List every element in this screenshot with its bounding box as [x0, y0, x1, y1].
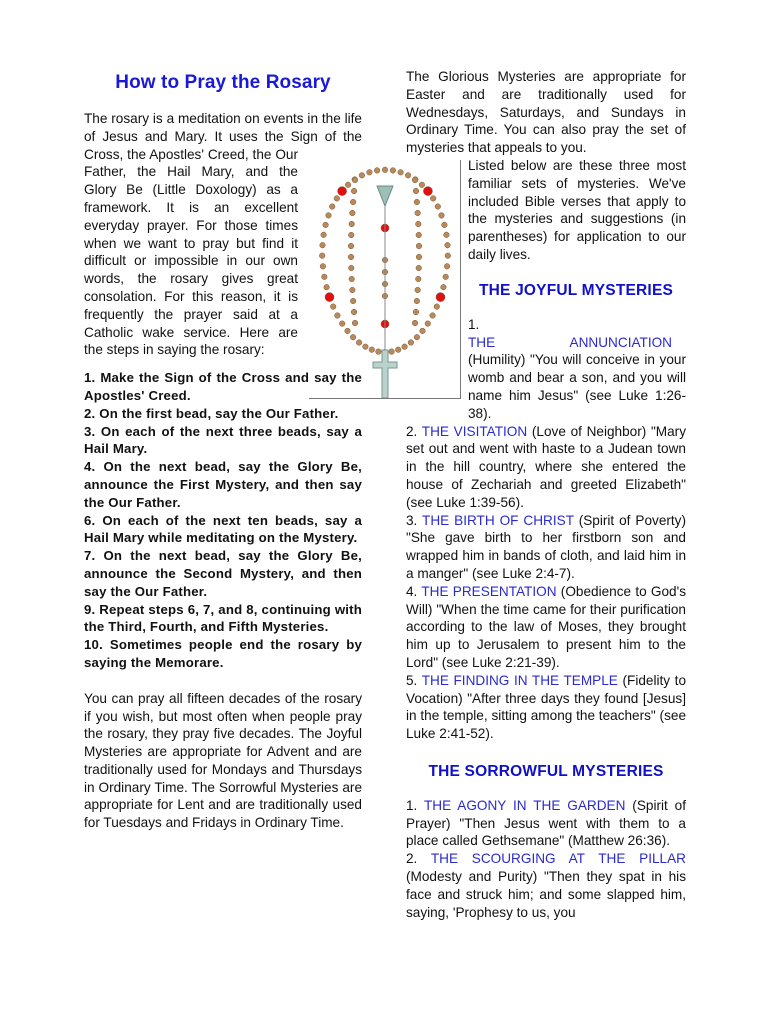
- mystery-name: THE FINDING IN THE TEMPLE: [421, 672, 618, 688]
- mystery-name: THE PRESENTATION: [421, 583, 557, 599]
- mystery-number: 2.: [406, 851, 418, 867]
- rosary-bead: [326, 213, 332, 219]
- step-item: 6. On each of the next ten beads, say a Hail Mary while meditating on the Mystery.: [84, 512, 362, 546]
- rosary-bead: [350, 298, 356, 304]
- rosary-bead: [320, 264, 326, 270]
- rosary-beads-left-loop: [319, 168, 381, 355]
- mystery-item: [406, 850, 686, 921]
- intro-paragraph: The rosary is a meditation on events in the life of Jesus and Mary. It uses the Sign of the Cross, the Apostles' Creed, the Our Father, the Hail Mary, and the Glory Be (Little Doxology) as a framework. It is an excellent everyday prayer. For those times when we want to pray but find it difficult or impossible in our own words, the rosary gives great consolation. For this reason, it is frequently the prayer said at a Catholic wake service. Here are the steps in saying the rosary:: [84, 111, 362, 358]
- rosary-bead: [348, 254, 354, 260]
- rosary-bead: [352, 320, 358, 326]
- mystery-item: [406, 423, 686, 512]
- rosary-bead: [348, 232, 354, 238]
- right-column: [406, 68, 686, 921]
- rosary-bead: [351, 309, 357, 315]
- rosary-bead: [369, 347, 375, 353]
- rosary-bead: [351, 188, 357, 194]
- mystery-name: THE ANNUNCIATION: [468, 334, 672, 350]
- rosary-bead: [374, 168, 380, 174]
- step-item: 1. Make the Sign of the Cross and say the Apostles' Creed.: [84, 370, 362, 403]
- rosary-bead: [367, 170, 373, 176]
- rosary-bead: [350, 210, 356, 216]
- steps-list: [84, 369, 362, 672]
- mystery-name: THE SCOURGING AT THE PILLAR: [430, 851, 686, 867]
- mystery-number: 1.: [468, 316, 480, 332]
- page-title: How to Pray the Rosary: [115, 72, 331, 93]
- rosary-bead: [329, 204, 335, 210]
- rosary-bead: [350, 199, 356, 205]
- step-item: 10. Sometimes people end the rosary by saying the Memorare.: [84, 637, 362, 670]
- mystery-name: THE AGONY IN THE GARDEN: [423, 797, 626, 813]
- mystery-text: (Love of Neighbor) "Mary set out and went with haste to a Judean town in the hill country, where she entered the house of Zechariah and greeted Elizabeth" (see Luke 1:39-56).: [406, 423, 686, 510]
- mystery-item: [406, 583, 686, 672]
- mystery-text: (Humility) "You will conceive in your womb and bear a son, and you will name him Jesus" (see Luke 1:26-38).: [468, 352, 686, 421]
- rosary-bead: [390, 168, 396, 174]
- rosary-bead: [330, 304, 336, 310]
- rosary-bead: [324, 284, 330, 290]
- mystery-text: (Spirit of Poverty) "She gave birth to her firstborn son and wrapped him in bands of cloth, and laid him in a manger" (see Luke 2:4-7).: [406, 512, 687, 581]
- rosary-bead: [323, 222, 329, 228]
- rosary-medal-icon: [377, 186, 393, 206]
- mystery-name: THE BIRTH OF CHRIST: [422, 512, 574, 528]
- rosary-bead: [345, 328, 351, 334]
- rosary-bead: [359, 173, 365, 179]
- listed-below-paragraph: Listed below are these three most familiar sets of mysteries. We've included Bible verses that apply to the mysteries and suggestions (in parentheses) for application to our daily lives.: [468, 157, 686, 262]
- rosary-bead: [350, 287, 356, 293]
- rosary-bead: [345, 182, 351, 188]
- joyful-mysteries-heading: THE JOYFUL MYSTERIES: [478, 281, 674, 299]
- rosary-bead: [348, 243, 354, 249]
- rosary-bead: [339, 321, 345, 327]
- mystery-item: [406, 672, 686, 743]
- rosary-bead-large: [338, 187, 347, 196]
- step-item: 2. On the first bead, say the Our Father.: [84, 405, 339, 421]
- mystery-number: 3.: [406, 512, 418, 528]
- rosary-bead: [321, 232, 327, 238]
- rosary-bead: [349, 276, 355, 282]
- rosary-bead: [350, 334, 356, 340]
- rosary-bead: [376, 349, 382, 355]
- mystery-text: (Fidelity to Vocation) "After three days they found [Jesus] in the temple, sitting among the teachers" (see Luke 2:41-52).: [406, 672, 687, 742]
- mystery-text: (Spirit of Prayer) "Then Jesus went with them to a place called Gethsemane" (Matthew 26:36).: [406, 797, 686, 849]
- mystery-text: (Obedience to God's Will) "When the time came for their purification according to the law of Moses, they brought him up to Jerusalem to present him to the Lord" (see Luke 2:21-39).: [406, 583, 687, 670]
- mystery-number: 4.: [406, 583, 418, 599]
- glorious-intro-paragraph: The Glorious Mysteries are appropriate for Easter and are traditionally used for Wednesdays, Saturdays, and Sundays in Ordinary Time. You can also pray the set of mysteries that appeals to you.: [406, 69, 686, 156]
- rosary-bead: [348, 265, 354, 271]
- rosary-bead: [356, 340, 362, 346]
- rosary-bead: [389, 349, 395, 355]
- rosary-bead: [398, 170, 404, 176]
- rosary-bead: [349, 221, 355, 227]
- closing-paragraph: You can pray all fifteen decades of the rosary if you wish, but most often when people pray the rosary, they pray five decades. The Joyful Mysteries are appropriate for Advent and are traditionally used for Mondays and Thursdays in Ordinary Time. The Sorrowful Mysteries are appropriate for Lent and are traditionally used for Tuesdays and Fridays in Ordinary Time.: [84, 690, 362, 831]
- step-item: 3. On each of the next three beads, say a Hail Mary.: [84, 423, 362, 457]
- sorrowful-mysteries-heading: THE SORROWFUL MYSTERIES: [428, 762, 664, 780]
- rosary-bead: [335, 313, 341, 319]
- rosary-bead: [319, 253, 325, 259]
- rosary-bead: [363, 344, 369, 350]
- step-item: 7. On the next bead, say the Glory Be, announce the Second Mystery, and then say the Our Father.: [84, 548, 362, 599]
- mystery-number: 5.: [406, 672, 418, 688]
- mystery-text: (Modesty and Purity) "Then they spat in his face and struck him; and some slapped him, saying, 'Prophesy to us, you: [406, 869, 686, 920]
- mystery-name: THE VISITATION: [421, 423, 528, 439]
- mystery-item: [468, 316, 686, 423]
- rosary-bead: [334, 196, 340, 202]
- rosary-bead: [322, 274, 328, 280]
- step-item: 9. Repeat steps 6, 7, and 8, continuing with the Third, Fourth, and Fifth Mysteries.: [84, 601, 362, 635]
- mystery-item: [406, 797, 686, 850]
- mystery-number: 2.: [406, 423, 418, 439]
- cross-icon: [373, 350, 397, 398]
- mystery-item: [406, 512, 686, 583]
- rosary-bead: [395, 347, 401, 353]
- step-item: 4. On the next bead, say the Glory Be, announce the First Mystery, and then say the Our Father.: [84, 459, 362, 510]
- mystery-number: 1.: [406, 797, 418, 813]
- rosary-bead: [382, 167, 388, 173]
- rosary-bead: [352, 177, 358, 183]
- rosary-bead-large: [325, 293, 334, 302]
- rosary-bead: [320, 242, 326, 248]
